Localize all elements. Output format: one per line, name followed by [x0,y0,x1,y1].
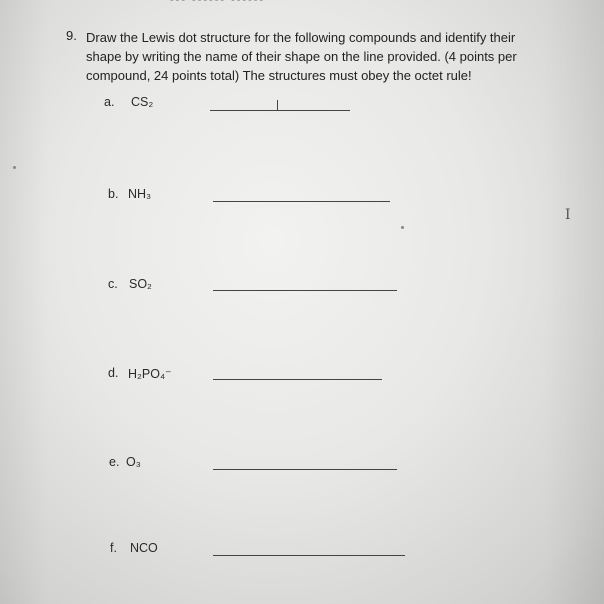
question-instructions [86,28,556,85]
item-formula: SO₂ [129,277,152,291]
item-letter: b. [108,187,119,201]
pen-mark [277,100,278,110]
item-formula: O₃ [126,455,141,469]
compound-item-f [0,541,604,565]
item-formula: CS₂ [131,95,154,109]
question-number: 9. [66,28,77,43]
compound-item-b [0,187,604,211]
answer-line[interactable] [213,469,397,470]
item-letter: c. [108,277,118,291]
item-letter: f. [110,541,117,555]
item-formula: NCO [130,541,158,555]
answer-line[interactable] [213,290,397,291]
compound-item-e [0,455,604,479]
instruction-line: shape by writing the name of their shape on the line provided. (4 points per [86,49,517,64]
smudge-dot [13,166,16,169]
item-letter: d. [108,366,119,380]
answer-line[interactable] [210,110,350,111]
instruction-line: compound, 24 points total) The structures must obey the octet rule! [86,68,472,83]
item-letter: a. [104,95,115,109]
item-formula: H₂PO₄⁻ [128,367,172,381]
compound-item-d [0,366,604,390]
item-letter: e. [109,455,120,469]
cutoff-heading [170,0,400,4]
answer-line[interactable] [213,379,382,380]
answer-line[interactable] [213,201,390,202]
answer-line[interactable] [213,555,405,556]
text-cursor-icon: I [565,207,571,223]
item-formula: NH₃ [128,187,152,201]
compound-item-c [0,277,604,301]
smudge-dot [401,226,404,229]
instruction-line: Draw the Lewis dot structure for the following compounds and identify their [86,30,516,45]
compound-item-a [0,95,604,119]
